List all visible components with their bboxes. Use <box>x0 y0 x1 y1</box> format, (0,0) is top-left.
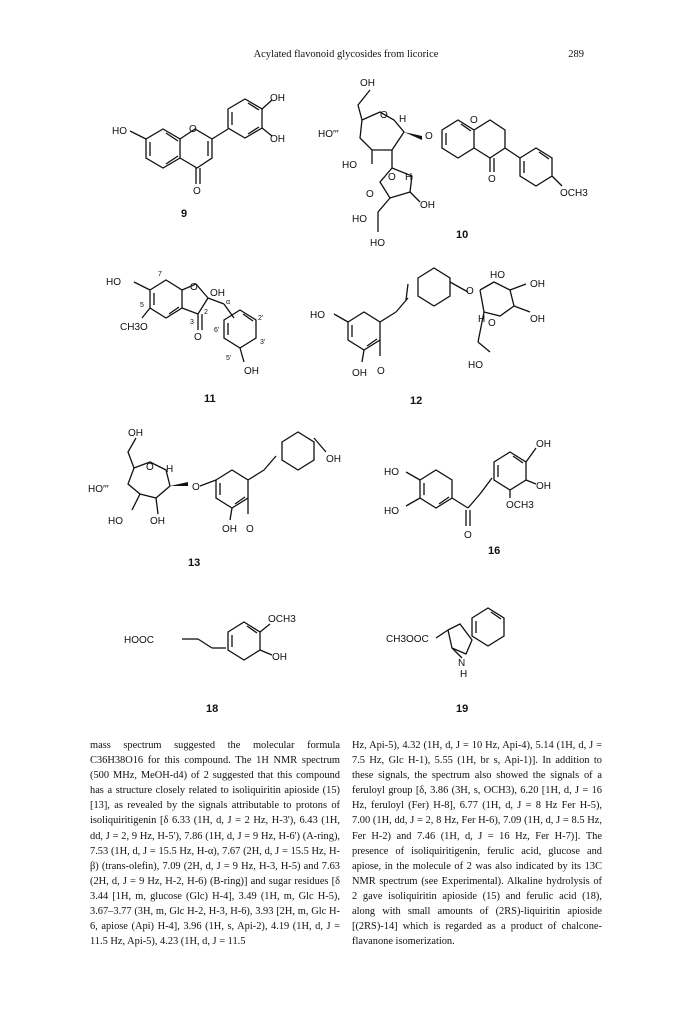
label-16-oh-1: OH <box>536 439 551 450</box>
left-column-paragraph: mass spectrum suggested the molecular formula C36H38O16 for this compound. The 1H NMR spectrum (500 MHz, MeOH-d4) of 2 suggested that this compound has a structure closely related to isoliquiritin apioside (15) [13], as revealed by the signals attributable to protons of isoliquiritigenin [δ 6.33 (1H, d, J = 2 Hz, H-3'), 6.43 (1H, dd, J = 2, 9 Hz, H-5'), 7.86 (1H, d, J = 9 Hz, H-6') (A-ring), 7.53 (1H, d, J = 15.5 Hz, H-α), 7.67 (2H, d, J = 15.5 Hz, H-β) (trans-olefin), 7.09 (2H, d, J = 9 Hz, H-3, H-5) and 7.63 (2H, d, J = 9 Hz, H-2, H-6) (B-ring)] and sugar residues [δ 3.44 [1H, m, glucose (Glc) H-4], 3.49 (1H, m, Glc H-5), 3.67–3.77 (3H, m, Glc H-2, H-3, H-6), 3.93 [2H, m, Glc H-6, apiose (Api) H-4], 3.96 (1H, s, Api-2), 4.19 (1H, d, J = 11.5 Hz, Api-5), 4.23 (1H, d, J = 11.5 <box>90 740 340 948</box>
label-10-h: H <box>399 114 407 125</box>
label-13-o-keto: O <box>246 524 254 535</box>
label-11-oh: OH <box>210 288 225 299</box>
label-10-ho-1: HO′′′ <box>318 129 339 140</box>
label-10-o-furan: O <box>366 189 374 200</box>
label-11-o-ring: O <box>190 282 198 293</box>
label-12-o-ring: O <box>488 318 496 329</box>
label-11-2: 2 <box>204 309 208 316</box>
label-13-oh-3: OH <box>222 524 237 535</box>
compound-number-12: 12 <box>410 395 423 407</box>
label-10-oh-furan: OH <box>420 200 435 211</box>
label-12-o-keto: O <box>377 366 385 377</box>
label-13-o-link: O <box>192 482 200 493</box>
label-10-oh-top: OH <box>360 78 375 89</box>
compound-number-9: 9 <box>181 208 188 220</box>
label-10-o-glycoside: O <box>425 131 433 142</box>
label-9-o-keto: O <box>193 186 201 197</box>
label-13-o-ring: O <box>146 462 154 473</box>
label-16-ho-2: HO <box>384 506 399 517</box>
structure-16 <box>406 448 536 526</box>
label-13-ho-1: HO′′′ <box>88 484 109 495</box>
label-11-alpha: α <box>226 299 231 306</box>
label-13-oh-top: OH <box>128 428 143 439</box>
label-19-ch3ooc: CH3OOC <box>386 634 429 645</box>
label-12-ho-bottom: HO <box>468 360 483 371</box>
label-11-5: 5 <box>140 302 144 309</box>
label-12-oh-2: OH <box>530 314 545 325</box>
label-11-oh-2: OH <box>244 366 259 377</box>
label-10-ho-2: HO <box>342 160 357 171</box>
label-12-h: H <box>478 314 486 325</box>
label-11-2p: 2' <box>258 315 264 322</box>
label-10-och3: OCH3 <box>560 188 588 199</box>
structure-12 <box>334 268 530 362</box>
label-16-ho-1: HO <box>384 467 399 478</box>
label-11-7: 7 <box>158 271 162 278</box>
label-11-6p: 6' <box>214 327 220 334</box>
label-12-o-link: O <box>466 286 474 297</box>
page-number: 289 <box>568 49 584 60</box>
label-13-oh-4: OH <box>326 454 341 465</box>
compound-number-11: 11 <box>204 393 216 405</box>
compound-number-13: 13 <box>188 557 201 569</box>
label-11-o-keto: O <box>194 332 202 343</box>
label-10-ho-bottom: HO <box>370 238 385 249</box>
label-9-oh-1: OH <box>270 93 285 104</box>
label-10-ho-furan: HO <box>352 214 367 225</box>
label-18-hooc: HOOC <box>124 635 154 646</box>
label-18-oh: OH <box>272 652 287 663</box>
compound-number-10: 10 <box>456 229 469 241</box>
label-12-oh: OH <box>352 368 367 379</box>
label-18-och3: OCH3 <box>268 614 296 625</box>
structure-13 <box>128 432 326 520</box>
label-19-h: H <box>460 669 468 680</box>
running-title: Acylated flavonoid glycosides from licorice <box>253 49 439 60</box>
label-10-o-keto: O <box>488 174 496 185</box>
label-16-oh-2: OH <box>536 481 551 492</box>
label-11-3: 3 <box>190 319 194 326</box>
label-11-3p: 3' <box>260 339 266 346</box>
label-16-och3: OCH3 <box>506 500 534 511</box>
label-11-ch3o: CH3O <box>120 322 148 333</box>
compound-number-19: 19 <box>456 703 469 715</box>
label-10-h-2: H <box>405 172 413 183</box>
label-19-nh: N <box>458 658 466 669</box>
label-9-o: O <box>189 124 197 135</box>
compound-number-18: 18 <box>206 703 219 715</box>
label-16-o-keto: O <box>464 530 472 541</box>
label-12-oh-1: OH <box>530 279 545 290</box>
structure-18 <box>182 622 272 660</box>
label-10-o-link: O <box>388 172 396 183</box>
label-12-ho: HO <box>310 310 325 321</box>
compound-number-16: 16 <box>488 545 501 557</box>
label-11-ho: HO <box>106 277 121 288</box>
label-13-oh-2: OH <box>150 516 165 527</box>
label-13-ho-2: HO <box>108 516 123 527</box>
structure-9 <box>130 99 272 184</box>
structure-19 <box>436 608 504 658</box>
label-9-ho: HO <box>112 126 127 137</box>
label-10-o-ring: O <box>380 110 388 121</box>
right-column-paragraph: Hz, Api-5), 4.32 (1H, d, J = 10 Hz, Api-4), 5.14 (1H, d, J = 7.5 Hz, Glc H-1), 5.55 (1H, br s, Api-1)]. In addition to these signals, the spectrum also showed the signals of a feruloyl group [δ, 3.86 (3H, s, OCH3), 6.20 [1H, d, J = 16 Hz, feruloyl (Fer) H-8], 6.77 (1H, d, J = 8 Hz Fer H-5), 7.00 (1H, dd, J = 2, 8 Hz, Fer H-6), 7.09 (1H, d, J = 8.5 Hz, Fer H-2) and 7.46 (1H, d, J = 16 Hz, Fer H-7)]. The presence of isoliquiritigenin, ferulic acid, glucose and apiose, in the molecule of 2 was also indicated by its 13C NMR spectrum (see Experimental). Alkaline hydrolysis of 2 gave isoliquiritin apioside (15) and ferulic acid (18), along with small amounts of (2RS)-liquiritin apioside [(2RS)-14] which is regarded as a product of chalcone-flavanone isomerization. <box>352 740 602 948</box>
label-9-oh-2: OH <box>270 134 285 145</box>
label-10-o-chromone: O <box>470 115 478 126</box>
structure-10 <box>358 90 562 232</box>
label-11-5p: 5' <box>226 355 232 362</box>
label-12-ho-top: HO <box>490 270 505 281</box>
label-13-h: H <box>166 464 174 475</box>
